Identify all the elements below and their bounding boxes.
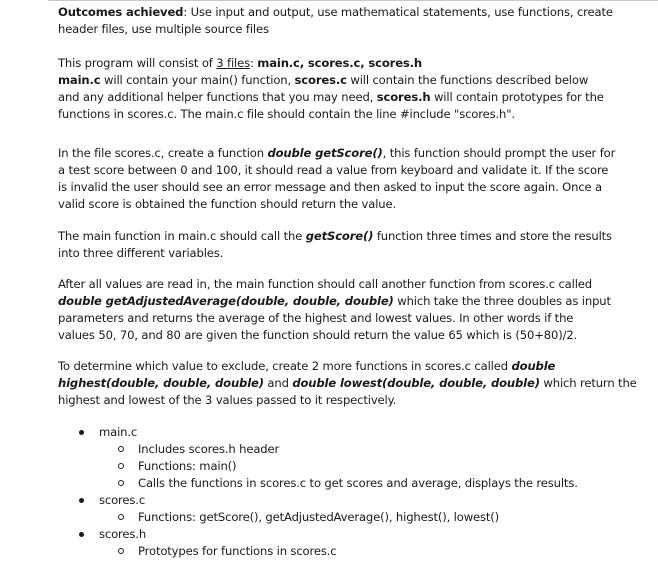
average-paragraph: After all values are read in, the main function should call another function from scores.c called double getAdjustedAverage(double, double, double) which take the three doubles as input parameters and returns the average of the highest and lowest values. In other words if the values 50, 70, and 80 are given the function should return the value 65 which is (50+80)/2.: [58, 277, 611, 342]
hollow-bullet-icon: [118, 446, 124, 452]
hollow-bullet-icon: [118, 514, 124, 520]
assignment-document: Outcomes achieved: Use input and output, use mathematical statements, use functions, create header files, use multiple source files This program will consist of 3 files: main.c, scores.c, scores.h main.c will contain your main() function, scores.c will contain the functions described below and any additional helper functions that you may need, scores.h will contain prototypes for the functions in scores.c. The main.c file should contain the line #include "scores.h". In the file scores.c, create a function double getScore(), this function should prompt the user for a test score between 0 and 100, it should read a value from keyboard and validate it. If the score is invalid the user should see an error message and then asked to input the score again. Once a valid score is obtained the function should return the value. The main function in main.c should call the getScore() function three times and store the results into three different variables. After all values are read in, the main function should call another function from scores.c called double getAdjustedAverage(double, double, double) which take the three doubles as input parameters and returns the average of the highest and lowest values. In other words if the values 50, 70, and 80 are given the function should return the value 65 which is (50+80)/2. To determine which value to exclude, create 2 more functions in scores.c called double highest(double, double, double) and double lowest(double, double, double) which return the highest and lowest of the 3 values passed to it respectively. main.c Includes scores.h header Functions: main() Calls the functions in scores.c to get scores and average, displays the results. scores.c Functions: getScore(), getAdjustedAverage(), highest(), lowest() scores.h Prototypes for functions in scores.c: [0, 0, 658, 569]
outcomes-paragraph: Outcomes achieved: Use input and output, use mathematical statements, use functions, create header files, use multiple source files: [58, 5, 613, 36]
three-files-underlined: 3 files: [216, 56, 250, 70]
main-function-paragraph: The main function in main.c should call the getScore() function three times and store the results into three different variables.: [58, 229, 612, 260]
files-paragraph: This program will consist of 3 files: main.c, scores.c, scores.h main.c will contain your main() function, scores.c will contain the functions described below and any additional helper functions that you may need, scores.h will contain prototypes for the functions in scores.c. The main.c file should contain the line #include "scores.h".: [58, 56, 604, 121]
highest-lowest-paragraph: To determine which value to exclude, create 2 more functions in scores.c called double highest(double, double, double) and double lowest(double, double, double) which return the highest and lowest of the 3 values passed to it respectively.: [58, 359, 637, 407]
bullet-icon: [79, 532, 84, 537]
hollow-bullet-icon: [118, 480, 124, 486]
bullet-icon: [79, 498, 84, 503]
top-divider: [48, 0, 658, 1]
getscore-paragraph: In the file scores.c, create a function double getScore(), this function should prompt the user for a test score between 0 and 100, it should read a value from keyboard and validate it. If the score is invalid the user should see an error message and then asked to input the score again. Once a valid score is obtained the function should return the value.: [58, 146, 616, 211]
bullet-icon: [79, 430, 84, 435]
outcomes-label: Outcomes achieved: [58, 5, 184, 19]
hollow-bullet-icon: [118, 548, 124, 554]
hollow-bullet-icon: [118, 463, 124, 469]
